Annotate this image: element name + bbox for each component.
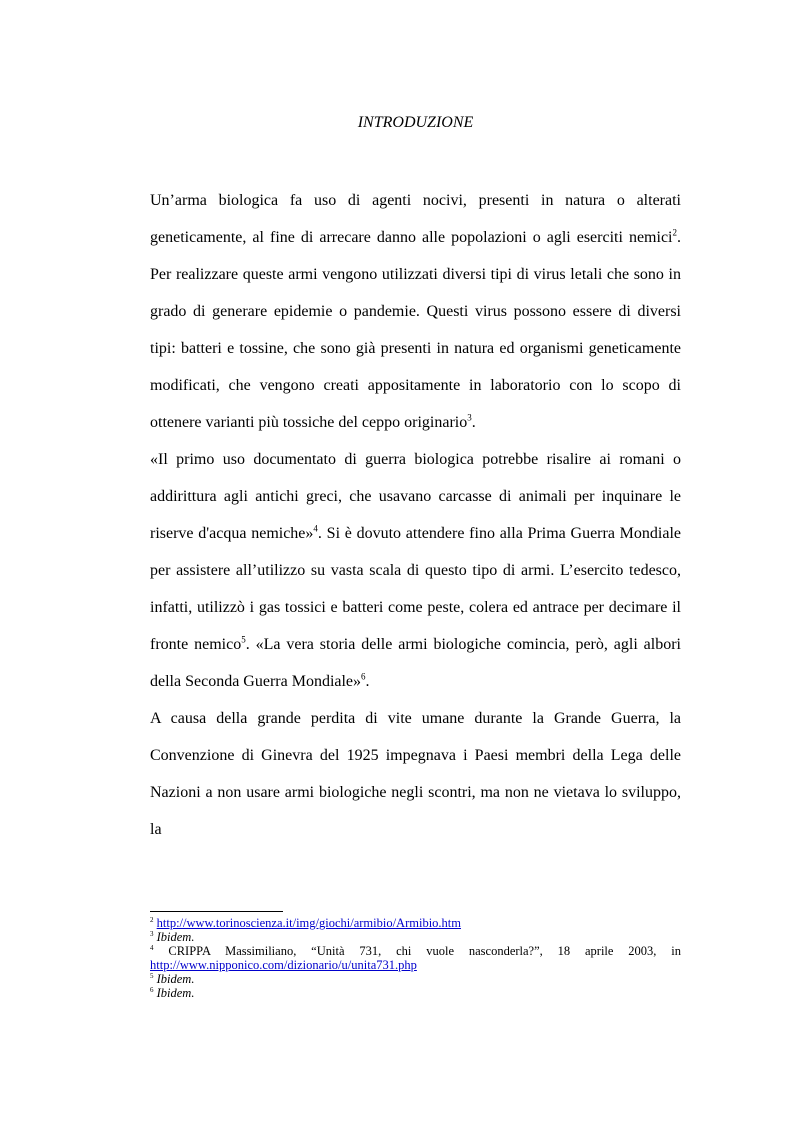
paragraph-1-text-1: Un’arma biologica fa uso di agenti nocivi, presenti in natura o alterati geneticamente, al fine di arrecare danno alle popolazioni o agli eserciti nemici [150,192,681,246]
footnote-2 [150,916,681,930]
footnote-number: 6 [150,985,154,994]
footnote-number: 5 [150,971,154,980]
paragraph-2-text-3: . «La vera storia delle armi biologiche comincia, però, agli albori della Seconda Guerra Mondiale» [150,636,681,690]
paragraph-3-text-1: A causa della grande perdita di vite umane durante la Grande Guerra, la Convenzione di Ginevra del 1925 impegnava i Paesi membri della Lega delle Nazioni a non usare armi biologiche negli scontri, ma non ne vietava lo sviluppo, la [150,710,681,838]
footnote-6 [150,986,681,1000]
body-text [150,182,681,848]
footnote-ref-2[interactable]: 2 [672,227,677,238]
paragraph-2-text-2: . Si è dovuto attendere fino alla Prima Guerra Mondiale per assistere all’utilizzo su vasta scala di questo tipo di armi. L’esercito tedesco, infatti, utilizzò i gas tossici e batteri come peste, colera ed antrace per decimare il fronte nemico [150,525,681,653]
footnote-text: Ibidem. [156,986,195,1000]
footnote-number: 2 [150,915,154,924]
paragraph-2 [150,441,681,700]
paragraph-2-text-4: . [365,673,370,690]
footnote-ref-5[interactable]: 5 [241,634,246,645]
footnote-link[interactable]: http://www.torinoscienza.it/img/giochi/armibio/Armibio.htm [156,916,461,930]
footnote-text: CRIPPA Massimiliano, “Unità 731, chi vuole nasconderla?”, 18 aprile 2003, in [168,944,682,958]
footnote-4 [150,944,681,972]
paragraph-2-text-1: «Il primo uso documentato di guerra biologica potrebbe risalire ai romani o addirittura agli antichi greci, che usavano carcasse di animali per inquinare le riserve d'acqua nemiche» [150,451,681,542]
footnote-3 [150,930,681,944]
footnote-divider [150,911,283,912]
paragraph-3 [150,700,681,848]
footnote-link[interactable]: http://www.nipponico.com/dizionario/u/unita731.php [150,958,417,972]
footnote-5 [150,972,681,986]
footnote-number: 3 [150,929,154,938]
footnote-ref-4[interactable]: 4 [313,523,318,534]
page-title: INTRODUZIONE [357,114,474,131]
paragraph-1-text-2: . Per realizzare queste armi vengono utilizzati diversi tipi di virus letali che sono in grado di generare epidemie o pandemie. Questi virus possono essere di diversi tipi: batteri e tossine, che sono già presenti in natura ed organismi geneticamente modificati, che vengono creati appositamente in laboratorio con lo scopo di ottenere varianti più tossiche del ceppo originario [150,229,681,431]
footnote-ref-6[interactable]: 6 [361,671,366,682]
footnotes [150,916,681,1000]
footnote-text: Ibidem. [156,972,195,986]
paragraph-1-text-3: . [471,414,476,431]
footnote-ref-3[interactable]: 3 [467,412,472,423]
footnote-number: 4 [150,943,154,952]
paragraph-1 [150,182,681,441]
footnote-text: Ibidem. [156,930,195,944]
